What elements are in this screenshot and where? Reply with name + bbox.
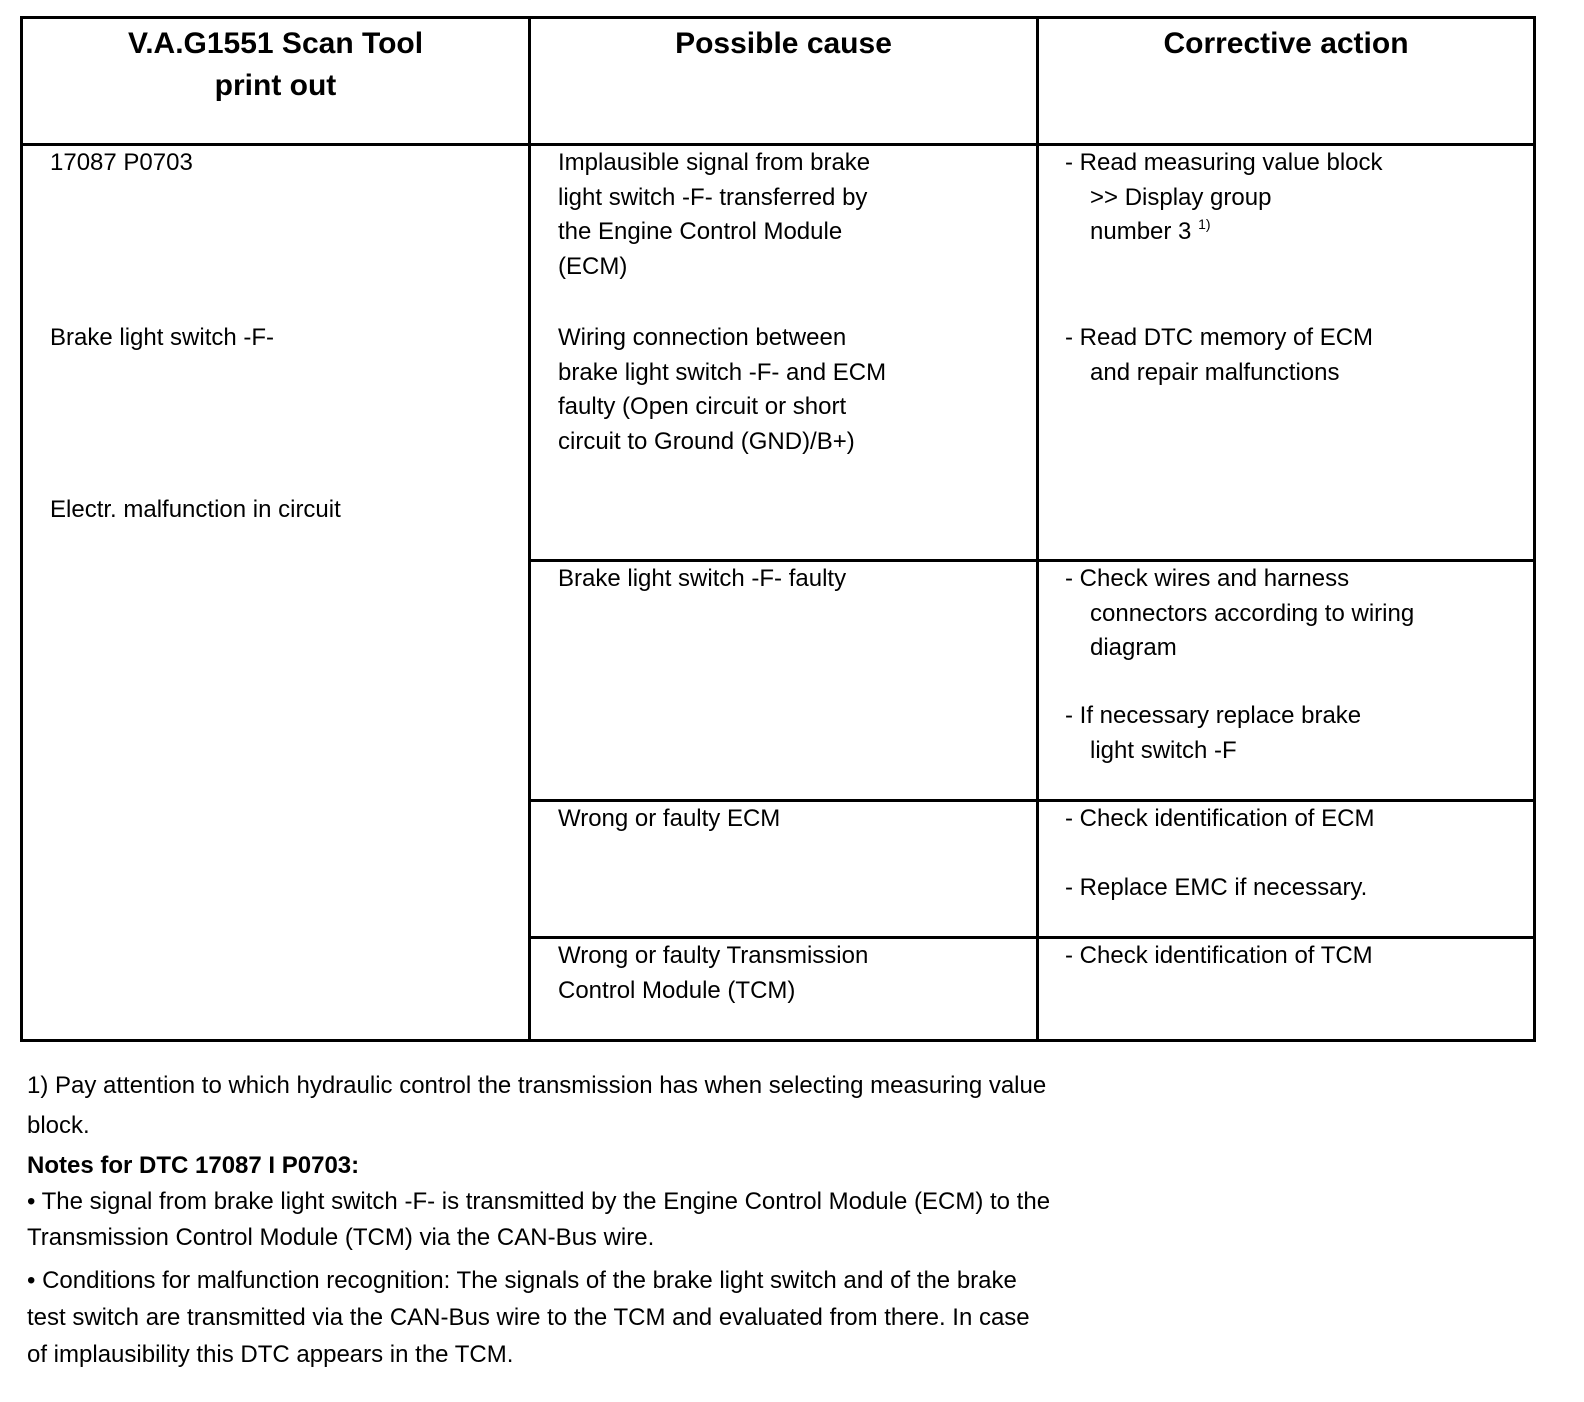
action-line: - If necessary replace brake — [1065, 702, 1362, 729]
cause-line: Implausible signal from brake — [558, 149, 871, 176]
notes-line: test switch are transmitted via the CAN-Bus wire to the TCM and evaluated from there. In case — [27, 1304, 1030, 1331]
footnote-line: block. — [27, 1112, 90, 1139]
action-line: - Replace EMC if necessary. — [1065, 874, 1368, 901]
action-read-dtc-memory — [1065, 321, 1373, 390]
action-line: connectors according to wiring — [1090, 599, 1415, 627]
action-line: - Check identification of TCM — [1065, 942, 1373, 969]
action-line — [1065, 215, 1383, 250]
cause-line: circuit to Ground (GND)/B+) — [558, 427, 855, 455]
diagnostic-table — [20, 16, 1536, 1042]
cause-line: light switch -F- transferred by — [558, 183, 868, 211]
cause-faulty-ecm — [558, 802, 780, 837]
action-replace-ecm — [1065, 871, 1367, 906]
header-scan-tool-printout — [23, 23, 528, 107]
action-line: and repair malfunctions — [1090, 358, 1340, 386]
action-read-measuring-block — [1065, 146, 1383, 250]
header-line: print out — [214, 69, 337, 102]
notes-line: Transmission Control Module (TCM) via the CAN-Bus wire. — [27, 1224, 655, 1251]
cause-faulty-tcm — [558, 939, 868, 1008]
notes-conditions — [27, 1262, 1030, 1373]
action-text: number 3 — [1090, 218, 1192, 245]
notes-line: of implausibility this DTC appears in the TCM. — [27, 1341, 514, 1368]
action-check-wires — [1065, 562, 1414, 666]
footnote-line: 1) Pay attention to which hydraulic control the transmission has when selecting measuring value — [27, 1072, 1047, 1099]
header-line: V.A.G1551 Scan Tool — [127, 27, 424, 60]
action-line: - Read DTC memory of ECM — [1065, 324, 1374, 351]
column-divider — [528, 19, 531, 1039]
column-divider — [1036, 19, 1039, 1039]
notes-title: Notes for DTC 17087 I P0703: — [27, 1152, 360, 1179]
header-corrective-action — [1039, 23, 1533, 65]
cause-line: Brake light switch -F- faulty — [558, 565, 847, 592]
cause-switch-faulty — [558, 562, 846, 597]
cause-wiring-connection — [558, 321, 886, 459]
header-line: Corrective action — [1163, 27, 1409, 60]
notes-section — [27, 1148, 1050, 1256]
action-line: - Check identification of ECM — [1065, 805, 1375, 832]
action-line: - Check wires and harness — [1065, 565, 1350, 592]
cause-implausible-signal — [558, 146, 870, 284]
cause-line: Wrong or faulty ECM — [558, 805, 781, 832]
dtc-malfunction: Electr. malfunction in circuit — [50, 496, 341, 523]
cause-line: Wiring connection between — [558, 324, 847, 351]
footnote-ref: 1) — [1198, 216, 1211, 232]
notes-line: • The signal from brake light switch -F- is transmitted by the Engine Control Module (ECM) to the — [27, 1188, 1051, 1215]
action-line: light switch -F — [1090, 736, 1237, 764]
footnote — [27, 1066, 1046, 1146]
cause-line: Wrong or faulty Transmission — [558, 942, 869, 969]
cause-line: brake light switch -F- and ECM — [558, 358, 887, 386]
dtc-component: Brake light switch -F- — [50, 324, 275, 351]
dtc-code: 17087 P0703 — [50, 149, 193, 176]
header-line: Possible cause — [675, 27, 892, 60]
action-check-ecm — [1065, 802, 1374, 837]
action-line: >> Display group — [1090, 183, 1272, 211]
cause-line: (ECM) — [558, 252, 628, 280]
action-line: - Read measuring value block — [1065, 149, 1383, 176]
notes-line: • Conditions for malfunction recognition: The signals of the brake light switch and of the brake — [27, 1267, 1017, 1294]
cause-line: faulty (Open circuit or short — [558, 393, 847, 420]
cause-line: Control Module (TCM) — [558, 976, 796, 1004]
action-replace-switch — [1065, 699, 1361, 768]
cause-line: the Engine Control Module — [558, 218, 843, 245]
action-line: diagram — [1090, 634, 1177, 661]
header-possible-cause — [531, 23, 1036, 65]
action-check-tcm — [1065, 939, 1373, 974]
